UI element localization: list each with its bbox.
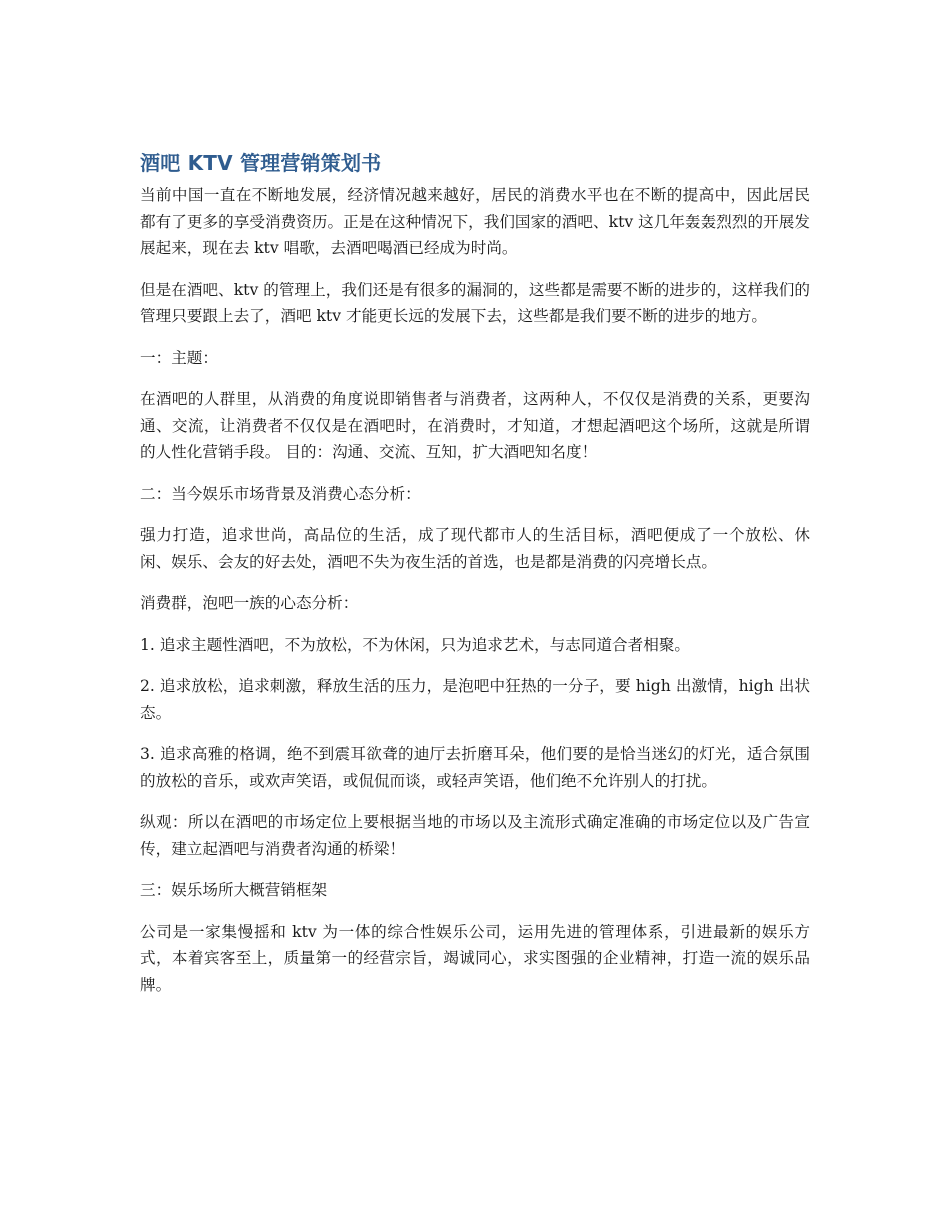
consumer-heading: 消费群，泡吧一族的心态分析： (140, 594, 359, 612)
list-item: 1. 追求主题性酒吧，不为放松，不为休闲，只为追求艺术，与志同道合者相聚。 (140, 635, 691, 654)
section-heading-framework: 三：娱乐场所大概营销框架 (140, 881, 328, 899)
list-item: 3. 追求高雅的格调，绝不到震耳欲聋的迪厅去折磨耳朵，他们要的是恰当迷幻的灯光，适合氛围的放松的音乐，或欢声笑语，或侃侃而谈，或轻声笑语，他们绝不允许别人的打扰。 (140, 745, 810, 790)
section-heading-market: 二：当今娱乐市场背景及消费心态分析： (140, 484, 421, 503)
theme-paragraph: 在酒吧的人群里，从消费的角度说即销售者与消费者，这两种人，不仅仅是消费的关系，更要沟通、交流，让消费者不仅仅是在酒吧时，在消费时，才知道，才想起酒吧这个场所，这就是所谓的人性化营销手段。 目的：沟通、交流、互知，扩大酒吧知名度！ (140, 390, 810, 461)
management-paragraph: 但是在酒吧、ktv 的管理上，我们还是有很多的漏洞的，这些都是需要不断的进步的，这样我们的管理只要跟上去了，酒吧 ktv 才能更长远的发展下去，这些都是我们要不断的进步的地方。 (140, 280, 810, 325)
company-paragraph: 公司是一家集慢摇和 ktv 为一体的综合性娱乐公司，运用先进的管理体系，引进最新的娱乐方式，本着宾客至上，质量第一的经营宗旨，竭诚同心，求实图强的企业精神，打造一流的娱乐品牌。 (140, 922, 810, 994)
document-page (140, 148, 810, 1013)
section-heading-theme: 一：主题： (140, 348, 218, 367)
summary-paragraph: 纵观：所以在酒吧的市场定位上要根据当地的市场以及主流形式确定准确的市场定位以及广告宣传，建立起酒吧与消费者沟通的桥梁！ (140, 813, 810, 858)
intro-paragraph: 当前中国一直在不断地发展，经济情况越来越好，居民的消费水平也在不断的提高中，因此居民都有了更多的享受消费资历。正是在这种情况下，我们国家的酒吧、ktv 这几年轰轰烈烈的开展发展起来，现在去 ktv 唱歌，去酒吧喝酒已经成为时尚。 (140, 186, 810, 257)
document-title: 酒吧 KTV 管理营销策划书 (140, 151, 382, 175)
market-paragraph: 强力打造，追求世尚，高品位的生活，成了现代都市人的生活目标，酒吧便成了一个放松、休闲、娱乐、会友的好去处，酒吧不失为夜生活的首选，也是都是消费的闪亮增长点。 (140, 526, 810, 571)
list-item: 2. 追求放松，追求刺激，释放生活的压力，是泡吧中狂热的一分子，要 high 出激情，high 出状态。 (140, 677, 810, 722)
